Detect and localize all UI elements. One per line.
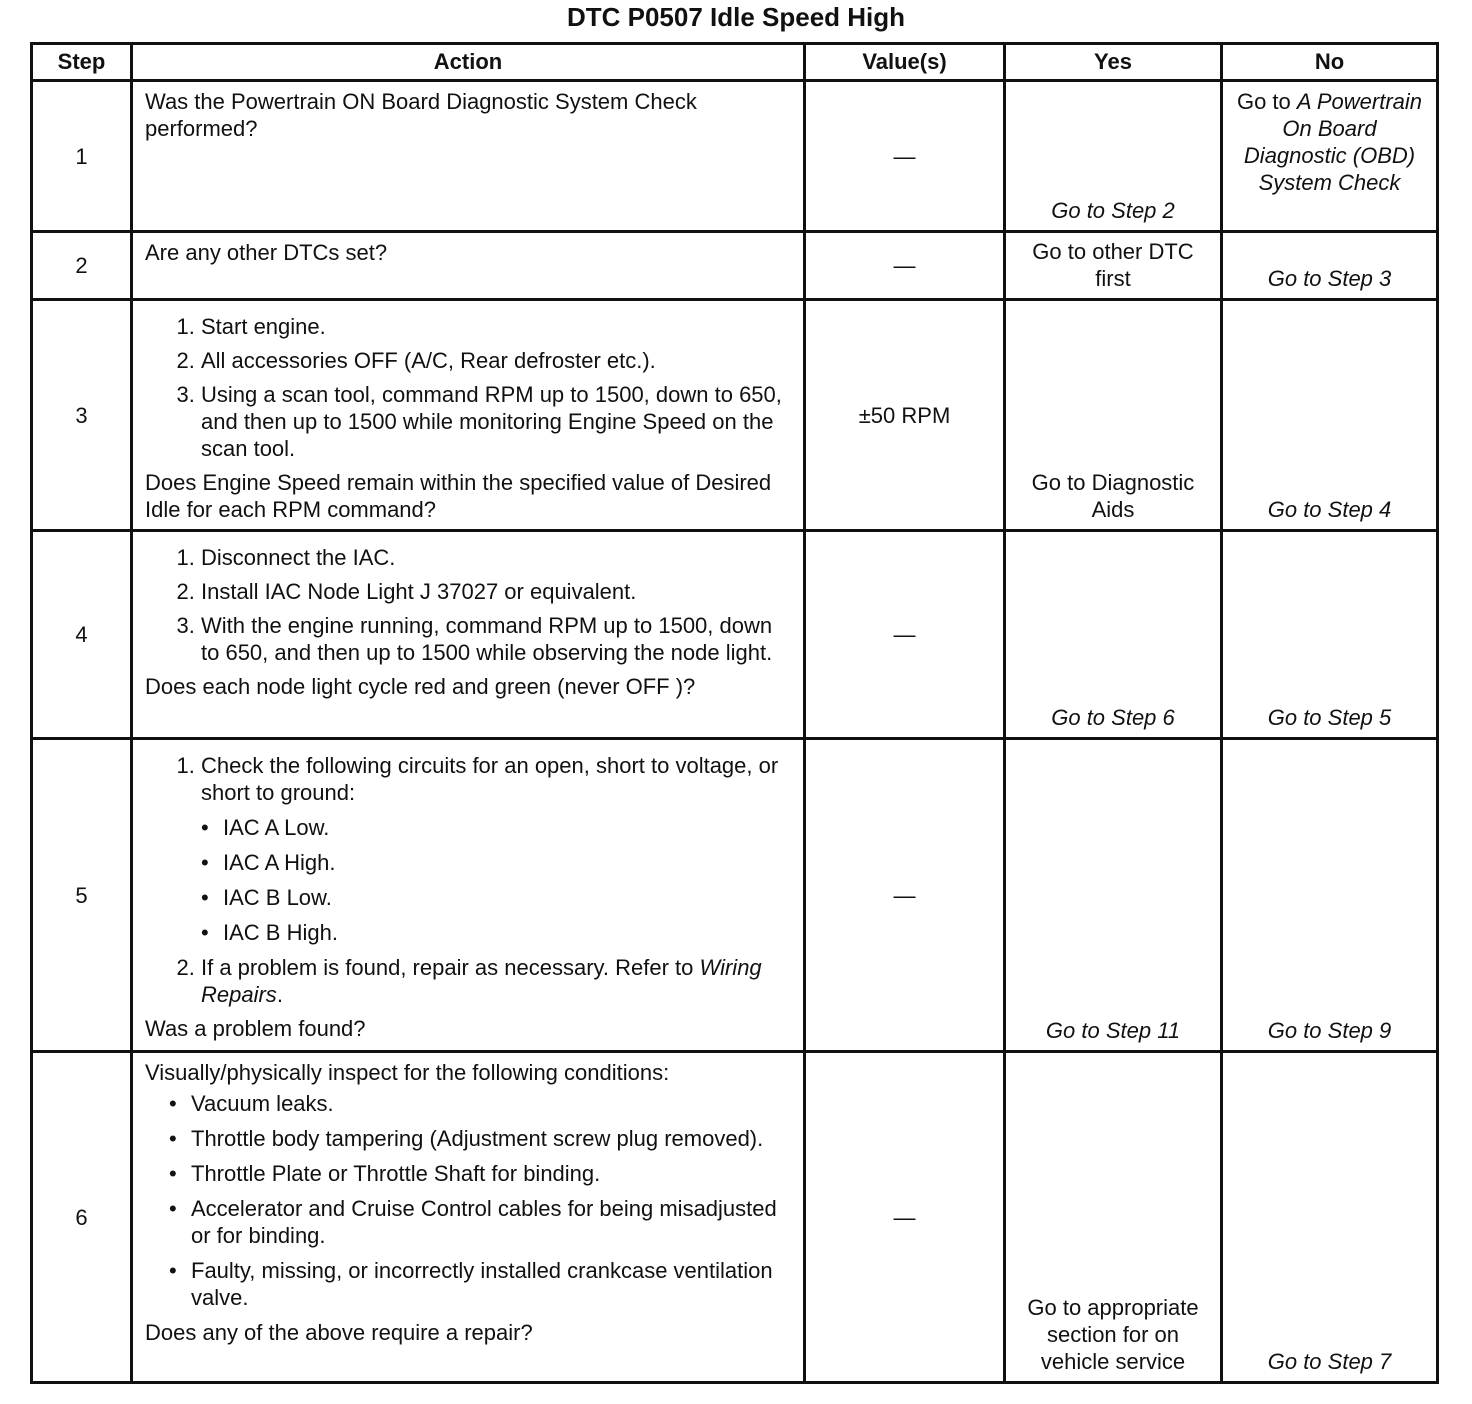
value-cell: — — [805, 1052, 1005, 1383]
list-item: • IAC A High. — [201, 849, 793, 876]
action-steps — [145, 313, 793, 462]
action-question: Does any of the above require a repair? — [145, 1320, 533, 1345]
no-prefix: Go to — [1236, 89, 1291, 114]
page-title: DTC P0507 Idle Speed High — [566, 2, 906, 32]
list-item: • Throttle body tampering (Adjustment screw plug removed). — [169, 1125, 793, 1152]
action-step-text: If a problem is found, repair as necessary. Refer to — [201, 955, 694, 980]
step-number: 2 — [32, 232, 132, 300]
list-item: • IAC B High. — [201, 919, 793, 946]
table-row — [32, 739, 1438, 1052]
value-cell: — — [805, 81, 1005, 232]
sentence-end: . — [276, 982, 283, 1007]
action-cell — [132, 300, 805, 531]
header-yes: Yes — [1005, 44, 1222, 81]
no-cell: Go to Step 3 — [1222, 232, 1438, 300]
yes-cell: Go to Step 2 — [1005, 81, 1222, 232]
table-row — [32, 531, 1438, 739]
step-number: 6 — [32, 1052, 132, 1383]
list-item: • Faulty, missing, or incorrectly installed crankcase ventilation valve. — [169, 1257, 793, 1311]
action-question: Was a problem found? — [145, 1016, 366, 1041]
action-intro: Visually/physically inspect for the following conditions: — [145, 1060, 670, 1085]
value-cell: — — [805, 531, 1005, 739]
action-step: 3. Using a scan tool, command RPM up to 1500, down to 650, and then up to 1500 while monitoring Engine Speed on the scan tool. — [201, 381, 793, 462]
action-step: 2. Install IAC Node Light J 37027 or equivalent. — [201, 578, 793, 605]
action-steps — [145, 752, 793, 1008]
action-step: 3. With the engine running, command RPM up to 1500, down to 650, and then up to 1500 while observing the node light. — [201, 612, 793, 666]
condition-list — [145, 1090, 793, 1311]
yes-cell: Go to Step 11 — [1005, 739, 1222, 1052]
step-number: 3 — [32, 300, 132, 531]
no-cell: Go to Step 4 — [1222, 300, 1438, 531]
table-row — [32, 300, 1438, 531]
header-no: No — [1222, 44, 1438, 81]
yes-cell: Go to Step 6 — [1005, 531, 1222, 739]
no-cell: Go to Step 9 — [1222, 739, 1438, 1052]
header-action: Action — [132, 44, 805, 81]
table-row — [32, 1052, 1438, 1383]
action-step: 1. Start engine. — [201, 313, 793, 340]
action-cell — [132, 232, 805, 300]
value-cell: — — [805, 232, 1005, 300]
action-step — [201, 752, 793, 946]
list-item: • Vacuum leaks. — [169, 1090, 793, 1117]
action-step: 2. All accessories OFF (A/C, Rear defroster etc.). — [201, 347, 793, 374]
header-row — [32, 44, 1438, 81]
circuit-list — [201, 814, 793, 946]
header-step: Step — [32, 44, 132, 81]
value-cell: ±50 RPM — [805, 300, 1005, 531]
list-item: • IAC B Low. — [201, 884, 793, 911]
step-number: 5 — [32, 739, 132, 1052]
action-question: Does Engine Speed remain within the specified value of Desired Idle for each RPM command? — [145, 470, 772, 522]
action-step — [201, 954, 793, 1008]
yes-cell: Go to appropriate section for on vehicle service — [1005, 1052, 1222, 1383]
action-question: Does each node light cycle red and green (never OFF )? — [145, 674, 696, 699]
action-cell — [132, 531, 805, 739]
action-cell — [132, 1052, 805, 1383]
no-cell — [1222, 81, 1438, 232]
value-cell: — — [805, 739, 1005, 1052]
action-cell — [132, 81, 805, 232]
diagnostic-table — [30, 42, 1439, 1384]
action-cell — [132, 739, 805, 1052]
no-cell: Go to Step 5 — [1222, 531, 1438, 739]
table-row — [32, 232, 1438, 300]
step-number: 4 — [32, 531, 132, 739]
action-question: Was the Powertrain ON Board Diagnostic System Check performed? — [145, 89, 697, 141]
action-steps — [145, 544, 793, 666]
no-cell: Go to Step 7 — [1222, 1052, 1438, 1383]
table-row — [32, 81, 1438, 232]
action-step: 1. Disconnect the IAC. — [201, 544, 793, 571]
list-item: • Throttle Plate or Throttle Shaft for binding. — [169, 1160, 793, 1187]
no-link: A Powertrain On Board Diagnostic (OBD) System Check — [1243, 89, 1423, 195]
yes-cell: Go to other DTC first — [1005, 232, 1222, 300]
list-item: • Accelerator and Cruise Control cables for being misadjusted or for binding. — [169, 1195, 793, 1249]
action-question: Are any other DTCs set? — [145, 240, 388, 265]
wiring-repairs-ref: Wiring Repairs — [201, 955, 762, 1007]
yes-cell: Go to Diagnostic Aids — [1005, 300, 1222, 531]
header-value: Value(s) — [805, 44, 1005, 81]
action-step-text: Check the following circuits for an open, short to voltage, or short to ground: — [201, 753, 779, 805]
step-number: 1 — [32, 81, 132, 232]
list-item: • IAC A Low. — [201, 814, 793, 841]
